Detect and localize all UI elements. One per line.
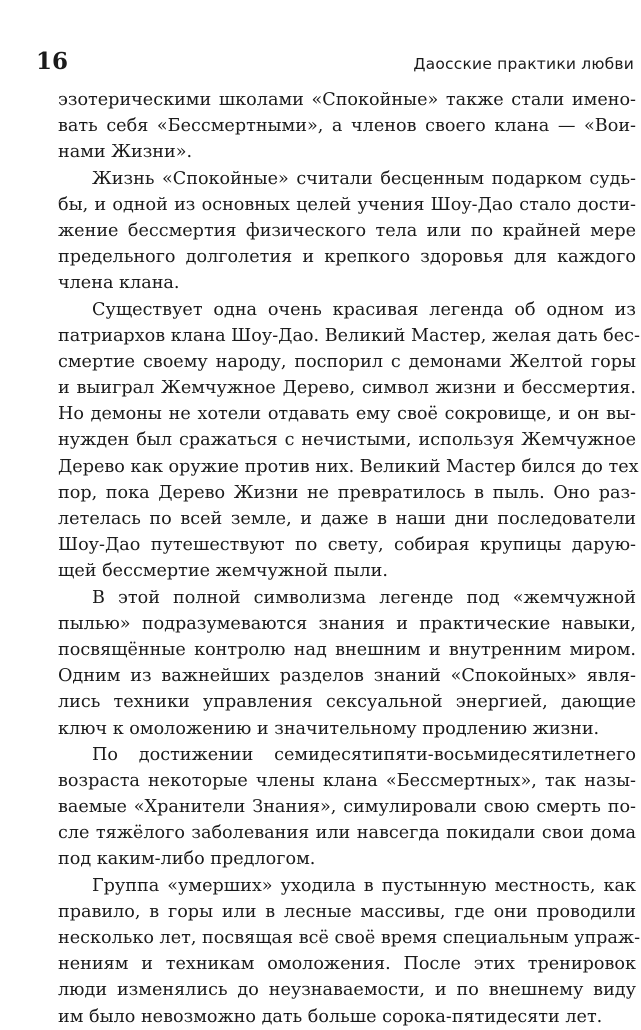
text-line: жение бессмертия физического тела или по крайней мере [58,220,636,241]
paragraph [58,742,636,873]
text-line: щей бессмертие жемчужной пыли. [58,561,388,582]
text-line: под каким-либо предлогом. [58,849,316,870]
text-line: бы, и одной из основных целей учения Шоу-Дао стало дости- [58,194,636,215]
text-line: правило, в горы или в лесные массивы, где они проводили [58,901,636,922]
text-line: члена клана. [58,273,180,294]
paragraph [58,166,636,297]
text-line: люди изменялись до неузнаваемости, и по внешнему виду [58,980,636,1001]
text-line: посвящённые контролю над внешним и внутренним миром. [58,639,636,660]
text-line: лись техники управления сексуальной энергией, дающие [58,692,636,713]
text-line: нужден был сражаться с нечистыми, используя Жемчужное [58,430,636,451]
text-line: им было невозможно дать больше сорока-пятидесяти лет. [58,1006,603,1027]
paragraph [58,87,636,166]
text-line: смертие своему народу, поспорил с демонами Желтой горы [58,351,636,372]
text-line: несколько лет, посвящая всё своё время специальным упраж- [58,928,641,948]
text-line: сле тяжёлого заболевания или навсегда покидали свои дома [58,823,636,844]
text-line: Одним из важнейших разделов знаний «Спокойных» явля- [58,666,636,687]
running-title: Даосские практики любви [413,55,634,73]
text-line: предельного долголетия и крепкого здоровья для каждого [58,247,636,268]
text-line: Существует одна очень красивая легенда об одном из [92,299,636,320]
text-line: нениям и техникам омоложения. После этих тренировок [58,954,636,975]
text-line: Но демоны не хотели отдавать ему своё сокровище, и он вы- [58,404,636,425]
body-text [58,87,641,1030]
paragraph [58,873,641,1030]
page-number: 16 [36,48,69,75]
page-header [36,50,634,76]
text-line: вать себя «Бессмертными», а членов своего клана — «Вои- [58,116,636,137]
text-line: летелась по всей земле, и даже в наши дни последователи [58,509,636,529]
text-line: Жизнь «Спокойные» считали бесценным подарком судь- [92,168,636,189]
text-line: По достижении семидесятипяти-восьмидесятилетнего [92,744,636,765]
text-line: Шоу-Дао путешествуют по свету, собирая крупицы дарую- [58,535,636,556]
text-line: пылью» подразумеваются знания и практические навыки, [58,613,636,634]
text-line: патриархов клана Шоу-Дао. Великий Мастер, желая дать бес- [58,325,640,346]
paragraph [58,297,640,585]
text-line: возраста некоторые члены клана «Бессмертных», так назы- [58,770,636,791]
text-line: нами Жизни». [58,142,193,163]
text-line: ключ к омоложению и значительному продлению жизни. [58,718,600,739]
text-line: В этой полной символизма легенде под «жемчужной [92,587,636,608]
paragraph [58,585,636,742]
text-line: пор, пока Дерево Жизни не превратилось в пыль. Оно раз- [58,482,636,503]
text-line: Группа «умерших» уходила в пустынную местность, как [92,875,636,896]
text-line: и выиграл Жемчужное Дерево, символ жизни и бессмертия. [58,378,636,399]
text-line: ваемые «Хранители Знания», симулировали свою смерть по- [58,797,636,818]
text-line: эзотерическими школами «Спокойные» также стали имено- [58,90,636,110]
text-line: Дерево как оружие против них. Великий Мастер бился до тех [58,456,639,477]
